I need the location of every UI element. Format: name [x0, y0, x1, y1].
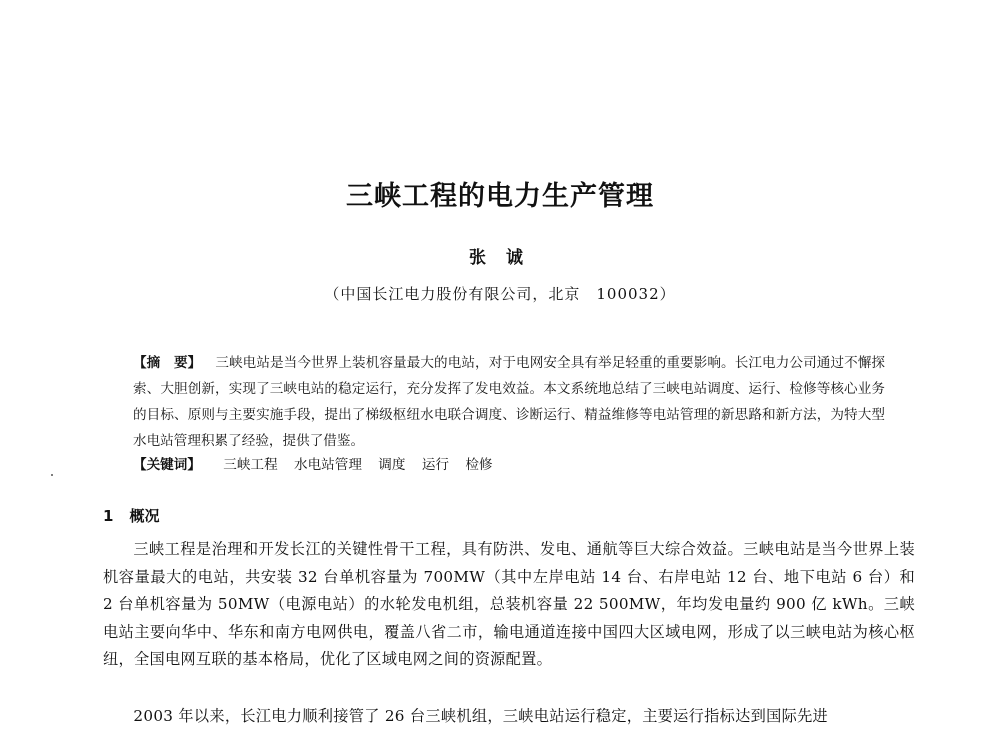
keyword-item: 三峡工程 — [223, 457, 278, 473]
keyword-item: 调度 — [378, 457, 406, 473]
section-number: 1 — [103, 507, 114, 525]
body-paragraph-cutoff: 2003 年以来，长江电力顺利接管了 26 台三峡机组，三峡电站运行稳定，主要运行指标达到国际先进 — [133, 707, 829, 725]
author-name: 张诚 — [469, 248, 543, 268]
keywords-label: 【关键词】 — [133, 457, 201, 473]
author-affiliation: （中国长江电力股份有限公司，北京 100032） — [324, 285, 676, 303]
section-title: 概况 — [129, 507, 160, 525]
abstract-label: 【摘 要】 — [133, 355, 202, 371]
body-paragraph: 三峡工程是治理和开发长江的关键性骨干工程，具有防洪、发电、通航等巨大综合效益。三峡电站是当今世界上装机容量最大的电站，共安装 32 台单机容量为 700MW（其中左岸电站 14 台、右岸电站 12 台、地下电站 6 台）和 2 台单机容量为 50MW（电源电站）的水轮发电机组，总装机容量 22 500MW，年均发电量约 900 亿 kWh。三峡电站主要向华中、华东和南方电网供电，覆盖八省二市，输电通道连接中国四大区域电网，形成了以三峡电站为核心枢纽，全国电网互联的基本格局，优化了区域电网之间的资源配置。 — [103, 540, 915, 668]
paper-title: 三峡工程的电力生产管理 — [346, 181, 654, 212]
scan-speck — [51, 474, 53, 476]
section-heading — [103, 505, 159, 526]
keyword-item: 检修 — [465, 457, 493, 473]
keyword-item: 水电站管理 — [294, 457, 362, 473]
abstract-text: 三峡电站是当今世界上装机容量最大的电站，对于电网安全具有举足轻重的重要影响。长江电力公司通过不懈探索、大胆创新，实现了三峡电站的稳定运行，充分发挥了发电效益。本文系统地总结了三峡电站调度、运行、检修等核心业务的目标、原则与主要实施手段，提出了梯级枢纽水电联合调度、诊断运行、精益维修等电站管理的新思路和新方法，为特大型水电站管理积累了经验，提供了借鉴。 — [133, 355, 885, 449]
keywords-block — [133, 455, 885, 475]
abstract-block — [133, 350, 885, 454]
keyword-item: 运行 — [421, 457, 449, 473]
